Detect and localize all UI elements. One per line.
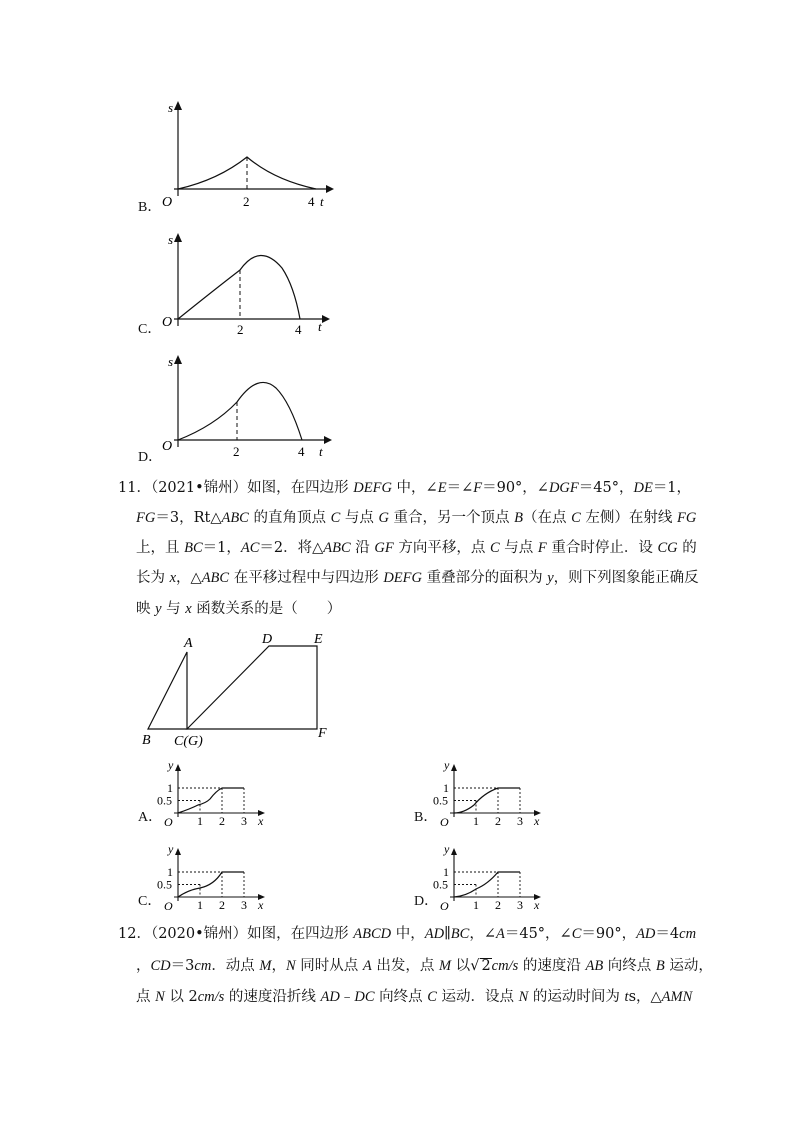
q11-line-4	[136, 563, 699, 593]
tick-x2: 2	[219, 814, 225, 826]
text: 方向平移，点	[393, 540, 490, 556]
y-arrow	[174, 355, 182, 364]
math: AC	[240, 540, 260, 556]
text: 映	[136, 601, 156, 617]
y-label: y	[444, 842, 450, 856]
tick-y05: 0.5	[433, 793, 448, 808]
yx-graph	[410, 840, 550, 910]
math: cm	[194, 958, 212, 974]
option-letter: D．	[138, 450, 163, 465]
text: 在平移过程中与四边形	[229, 570, 384, 586]
q11-option-a[interactable]	[134, 756, 274, 826]
y-label: y	[444, 758, 450, 772]
math: DEFG	[353, 480, 392, 496]
math: CG	[657, 540, 678, 556]
tick-x1: 1	[197, 898, 203, 910]
text: ＝2．将△	[259, 540, 324, 556]
origin-label: O	[162, 195, 173, 210]
y-arrow	[451, 764, 457, 771]
math: ABC	[201, 570, 230, 586]
tick-y1: 1	[167, 865, 173, 879]
text: 的速度沿折线	[224, 989, 321, 1005]
option-letter: D．	[414, 894, 439, 909]
text: 运动，	[664, 958, 713, 974]
yx-graph	[410, 756, 550, 826]
math: B	[514, 510, 524, 526]
q11-line-3	[136, 533, 696, 563]
text: ＝3	[170, 958, 195, 974]
math: AB	[585, 958, 604, 974]
math: y	[547, 570, 554, 586]
text: ＝45°，∠	[504, 926, 572, 942]
text: 左侧）在射线	[580, 510, 678, 526]
text: ﹣	[339, 989, 355, 1005]
q12-source: （2020•锦州）	[150, 926, 248, 942]
tick-y05: 0.5	[157, 877, 172, 892]
origin-label: O	[440, 815, 449, 826]
text: 函数关系的是（ ）	[191, 601, 342, 617]
text: 与点	[340, 510, 379, 526]
label-e: E	[314, 632, 323, 647]
y-label: s	[168, 354, 174, 369]
math: cm	[679, 926, 697, 942]
math: N	[155, 989, 165, 1005]
tick-x2: 2	[495, 814, 501, 826]
option-letter: A．	[138, 810, 163, 825]
tick-x3: 3	[517, 814, 523, 826]
text: ，∠	[469, 926, 496, 942]
text: ，则下列图象能正确反	[553, 570, 699, 586]
y-arrow	[451, 848, 457, 855]
text: 出发，点	[371, 958, 439, 974]
q12-line-3	[136, 982, 696, 1012]
text: 沿	[350, 540, 375, 556]
text: ＝3，Rt△	[155, 510, 222, 526]
y-arrow	[174, 101, 182, 110]
math: t	[624, 989, 629, 1005]
math: cm/s	[197, 989, 225, 1005]
tick-y05: 0.5	[433, 877, 448, 892]
math: AD	[636, 926, 656, 942]
y-label: s	[168, 100, 174, 115]
q11-source: （2021•锦州）	[150, 480, 248, 496]
y-label: s	[168, 232, 174, 247]
origin-label: O	[164, 815, 173, 826]
st-graph-c	[134, 228, 334, 346]
math: A	[495, 926, 505, 942]
math: FG	[677, 510, 697, 526]
text: 以 2	[164, 989, 198, 1005]
text: 重合，另一个顶点	[388, 510, 515, 526]
tick-x3: 3	[241, 814, 247, 826]
math: DE	[633, 480, 653, 496]
math: CD	[150, 958, 171, 974]
tick-x1: 1	[473, 814, 479, 826]
text: 以	[451, 958, 471, 974]
math: AD	[424, 926, 445, 942]
q12-line-1	[118, 919, 697, 949]
text: 的速度沿	[518, 958, 586, 974]
text: 重合时停止．设	[546, 540, 658, 556]
x-label: x	[258, 814, 264, 826]
y-label: y	[168, 758, 174, 772]
math: B	[655, 958, 665, 974]
text: 重叠部分的面积为	[421, 570, 548, 586]
text: 的运动时间为	[528, 989, 625, 1005]
text: 中，	[391, 926, 425, 942]
q11-line-5	[136, 594, 696, 624]
x-label: x	[258, 898, 264, 910]
text: ＝∠	[446, 480, 474, 496]
text: ＝90°，∠	[482, 480, 549, 496]
math: cm/s	[491, 958, 519, 974]
math: x	[185, 601, 192, 617]
text: ＝90°，	[581, 926, 637, 942]
text: ＝1，	[202, 540, 241, 556]
tick-2: 2	[237, 322, 244, 337]
text: 如图，在四边形	[247, 480, 354, 496]
label-d: D	[262, 632, 273, 647]
label-cg: C(G)	[174, 734, 203, 748]
math: BC	[184, 540, 203, 556]
sqrt-radicand: 2	[481, 958, 491, 974]
math: F	[537, 540, 547, 556]
math: C	[427, 989, 437, 1005]
tick-2: 2	[243, 194, 250, 209]
tick-4: 4	[298, 444, 305, 459]
math: C	[489, 540, 500, 556]
option-letter: B．	[414, 810, 438, 825]
label-f: F	[318, 726, 327, 741]
text: ＝45°，	[578, 480, 634, 496]
text: ＝1，	[652, 480, 692, 496]
math: DGF	[548, 480, 579, 496]
math: C	[571, 510, 581, 526]
q11-option-c[interactable]	[134, 840, 274, 910]
y-label: y	[168, 842, 174, 856]
text: ＝4	[655, 926, 680, 942]
q11-line-2	[136, 503, 696, 533]
math: N	[286, 958, 296, 974]
math: ABC	[221, 510, 249, 526]
option-d-prev[interactable]	[134, 350, 334, 468]
math: x	[169, 570, 177, 586]
triangle-abc	[148, 652, 187, 729]
option-letter: B．	[138, 200, 162, 215]
q12-number: 12．	[118, 926, 151, 942]
math: N	[518, 989, 529, 1005]
tick-y1: 1	[443, 865, 449, 879]
yx-graph	[134, 840, 274, 910]
y-arrow	[175, 848, 181, 855]
text: ．动点	[211, 958, 260, 974]
math: ABCD	[353, 926, 392, 942]
text: ，△	[176, 570, 202, 586]
option-letter: C．	[138, 322, 162, 337]
text: 上，且	[136, 540, 185, 556]
origin-label: O	[440, 899, 449, 910]
q12-line-2	[136, 951, 713, 981]
math: C	[330, 510, 341, 526]
text: 的	[677, 540, 697, 556]
math: FG	[136, 510, 156, 526]
q11-option-d[interactable]	[410, 840, 550, 910]
tick-y1: 1	[167, 781, 173, 795]
text: 如图，在四边形	[247, 926, 354, 942]
math: E	[437, 480, 447, 496]
x-label: t	[320, 194, 324, 209]
tick-x3: 3	[241, 898, 247, 910]
tick-x2: 2	[495, 898, 501, 910]
text: 点	[136, 989, 156, 1005]
option-b-prev[interactable]	[134, 96, 334, 214]
tick-x1: 1	[197, 814, 203, 826]
q11-figure	[138, 630, 348, 748]
x-arrow	[326, 185, 334, 193]
origin-label: O	[164, 899, 173, 910]
x-label: t	[318, 319, 322, 334]
x-label: t	[319, 444, 323, 459]
text: 长为	[136, 570, 170, 586]
math: BC	[450, 926, 470, 942]
x-arrow	[322, 315, 330, 323]
math: y	[155, 601, 162, 617]
tick-x2: 2	[219, 898, 225, 910]
sqrt-symbol: √	[470, 958, 480, 974]
math: C	[571, 926, 582, 942]
tick-2: 2	[233, 444, 240, 459]
x-arrow	[324, 436, 332, 444]
text: ，	[271, 958, 287, 974]
math: M	[438, 958, 452, 974]
tick-x1: 1	[473, 898, 479, 910]
text: 运动．设点	[436, 989, 519, 1005]
math: ABC	[323, 540, 351, 556]
option-c-prev[interactable]	[134, 228, 334, 346]
q11-option-b[interactable]	[410, 756, 550, 826]
math: GF	[374, 540, 394, 556]
text: 向终点	[603, 958, 656, 974]
curve	[178, 382, 302, 440]
label-b: B	[142, 733, 151, 748]
text: 与点	[499, 540, 538, 556]
quadrilateral-defg	[187, 646, 317, 729]
y-arrow	[175, 764, 181, 771]
math: DEFG	[383, 570, 422, 586]
text: 与	[161, 601, 186, 617]
math: M	[259, 958, 272, 974]
text: ∥	[444, 926, 451, 942]
math: AD	[320, 989, 340, 1005]
y-arrow	[174, 233, 182, 242]
option-letter: C．	[138, 894, 162, 909]
math: A	[362, 958, 372, 974]
q11-number: 11．	[118, 480, 151, 496]
text: 同时从点	[295, 958, 363, 974]
label-a: A	[184, 636, 193, 651]
yx-graph	[134, 756, 274, 826]
text: ，	[136, 958, 151, 974]
st-graph-d	[134, 350, 334, 468]
st-graph-b	[134, 96, 334, 214]
text: （在点	[523, 510, 572, 526]
q11-line-1	[118, 473, 692, 503]
text: 向终点	[374, 989, 428, 1005]
tick-y05: 0.5	[157, 793, 172, 808]
tick-y1: 1	[443, 781, 449, 795]
math: F	[473, 480, 483, 496]
tick-4: 4	[295, 322, 302, 337]
x-label: x	[534, 814, 540, 826]
origin-label: O	[162, 439, 173, 454]
math: AMN	[661, 989, 693, 1005]
curve	[178, 255, 300, 319]
text: s，△	[628, 989, 662, 1005]
math: G	[378, 510, 389, 526]
tick-x3: 3	[517, 898, 523, 910]
math: DC	[354, 989, 375, 1005]
tick-4: 4	[308, 194, 315, 209]
origin-label: O	[162, 315, 173, 330]
x-label: x	[534, 898, 540, 910]
text: 中，∠	[391, 480, 438, 496]
text: 的直角顶点	[248, 510, 331, 526]
